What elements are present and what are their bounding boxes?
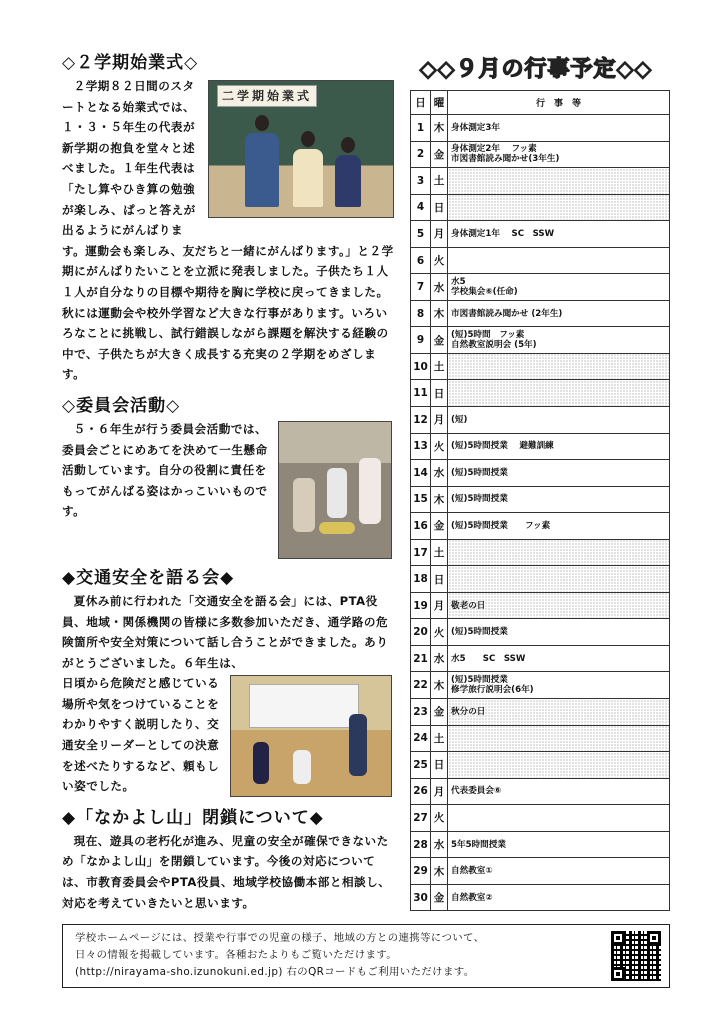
calendar-day: 9: [411, 327, 431, 354]
calendar-event: [448, 168, 670, 195]
calendar-day: 28: [411, 831, 431, 858]
calendar-day: 27: [411, 805, 431, 832]
calendar-row: [411, 699, 670, 726]
calendar-event: 身体測定1年 SC SSW: [448, 221, 670, 248]
calendar-event: (短)5時間授業 フッ素: [448, 513, 670, 540]
event-calendar: [410, 90, 670, 911]
calendar-row: [411, 327, 670, 354]
calendar-row: [411, 460, 670, 487]
calendar-row: [411, 353, 670, 380]
calendar-event: (短): [448, 407, 670, 434]
photo-board-sign: 二学期始業式: [217, 85, 317, 107]
calendar-day: 22: [411, 672, 431, 699]
calendar-event: 身体測定2年 フッ素 市図書館読み聞かせ(3年生): [448, 141, 670, 168]
calendar-weekday: 金: [431, 513, 448, 540]
calendar-event: 自然教室②: [448, 884, 670, 911]
traffic-meeting-photo: [230, 675, 392, 797]
calendar-event: [448, 725, 670, 752]
calendar-event: [448, 805, 670, 832]
calendar-event: 市図書館読み聞かせ (2年生): [448, 300, 670, 327]
calendar-weekday: 金: [431, 141, 448, 168]
calendar-weekday: 金: [431, 327, 448, 354]
calendar-day: 15: [411, 486, 431, 513]
calendar-event: 自然教室①: [448, 858, 670, 885]
calendar-row: [411, 539, 670, 566]
calendar-day: 23: [411, 699, 431, 726]
calendar-row: [411, 274, 670, 301]
calendar-day: 5: [411, 221, 431, 248]
calendar-day: 2: [411, 141, 431, 168]
traffic-text-b: 日頃から危険だと感じている場所や気をつけていることをわかりやすく説明したり、交通安全リーダーとしての決意を述べたりするなど、頼もしい姿でした。: [62, 676, 220, 794]
calendar-event: [448, 539, 670, 566]
news-column: [62, 50, 398, 913]
calendar-row: [411, 486, 670, 513]
calendar-row: [411, 592, 670, 619]
calendar-row: [411, 115, 670, 142]
calendar-row: [411, 725, 670, 752]
calendar-day: 21: [411, 645, 431, 672]
closure-title: ◆「なかよし山」閉鎖について◆: [62, 807, 324, 828]
calendar-row: [411, 247, 670, 274]
calendar-event: (短)5時間授業 避難訓練: [448, 433, 670, 460]
calendar-weekday: 月: [431, 592, 448, 619]
opening-ceremony-photo: [208, 80, 394, 218]
calendar-event: 水5 SC SSW: [448, 645, 670, 672]
header-events: 行 事 等: [448, 91, 670, 115]
committee-title: ◇委員会活動◇: [62, 395, 181, 416]
traffic-title: ◆交通安全を語る会◆: [62, 567, 235, 588]
calendar-row: [411, 141, 670, 168]
calendar-event: [448, 566, 670, 593]
calendar-row: [411, 168, 670, 195]
calendar-weekday: 日: [431, 752, 448, 779]
calendar-weekday: 木: [431, 300, 448, 327]
calendar-row: [411, 672, 670, 699]
calendar-weekday: 金: [431, 699, 448, 726]
calendar-row: [411, 221, 670, 248]
calendar-weekday: 火: [431, 433, 448, 460]
opening-title: ◇２学期始業式◇: [62, 53, 199, 73]
calendar-event: (短)5時間授業: [448, 619, 670, 646]
calendar-row: [411, 380, 670, 407]
calendar-day: 8: [411, 300, 431, 327]
calendar-row: [411, 884, 670, 911]
calendar-event: [448, 194, 670, 221]
calendar-day: 1: [411, 115, 431, 142]
calendar-day: 26: [411, 778, 431, 805]
calendar-weekday: 金: [431, 884, 448, 911]
calendar-weekday: 月: [431, 407, 448, 434]
calendar-row: [411, 805, 670, 832]
calendar-day: 13: [411, 433, 431, 460]
calendar-weekday: 月: [431, 778, 448, 805]
calendar-weekday: 火: [431, 619, 448, 646]
committee-text: ５・６年生が行う委員会活動では、委員会ごとにめあてを決めて一生懸命活動しています。自分の役割に責任をもってがんばる姿はかっこいいものです。: [62, 421, 268, 519]
calendar-event: (短)5時間 フッ素 自然教室説明会 (5年): [448, 327, 670, 354]
calendar-row: [411, 566, 670, 593]
footer-line-3: (http://nirayama-sho.izunokuni.ed.jp) 右のQRコードもご利用いただけます。: [75, 966, 475, 978]
header-day: 日: [411, 91, 431, 115]
calendar-weekday: 土: [431, 725, 448, 752]
calendar-event: (短)5時間授業 修学旅行説明会(6年): [448, 672, 670, 699]
calendar-event: 水5 学校集会⑥(任命): [448, 274, 670, 301]
calendar-event: 敬老の日: [448, 592, 670, 619]
calendar-day: 7: [411, 274, 431, 301]
calendar-day: 11: [411, 380, 431, 407]
footer-line-1: 学校ホームページには、授業や行事での児童の様子、地域の方との連携等について、: [75, 932, 485, 944]
traffic-section: [62, 591, 398, 797]
calendar-weekday: 土: [431, 353, 448, 380]
calendar-event: 代表委員会⑥: [448, 778, 670, 805]
calendar-event: [448, 380, 670, 407]
calendar-row: [411, 752, 670, 779]
calendar-weekday: 木: [431, 858, 448, 885]
calendar-day: 30: [411, 884, 431, 911]
footer-notice: [62, 924, 670, 988]
calendar-event: [448, 247, 670, 274]
calendar-event: 身体測定3年: [448, 115, 670, 142]
calendar-day: 3: [411, 168, 431, 195]
calendar-row: [411, 645, 670, 672]
calendar-weekday: 木: [431, 486, 448, 513]
calendar-row: [411, 778, 670, 805]
calendar-day: 17: [411, 539, 431, 566]
calendar-row: [411, 194, 670, 221]
calendar-weekday: 日: [431, 194, 448, 221]
opening-text: ２学期８２日間のスタートとなる始業式では、１・３・５年生の代表が新学期の抱負を堂々と述べました。１年生代表は「たし算やひき算の勉強が楽しみ、ぱっと答えが出るようにがんばります。運動会も楽しみ、友だちと一緒にがんばります。」と２学期にがんばりたいことを立派に発表しました。子供たち１人１人が自分なりの目標や期待を胸に学校に戻ってきました。秋には運動会や校外学習など大きな行事があります。いろいろなことに挑戦し、試行錯誤しながら課題を解決する経験の中で、子供たちが大きく成長する充実の２学期をめざします。: [62, 79, 394, 382]
calendar-day: 25: [411, 752, 431, 779]
calendar-weekday: 日: [431, 380, 448, 407]
calendar-row: [411, 619, 670, 646]
calendar-weekday: 水: [431, 274, 448, 301]
calendar-day: 10: [411, 353, 431, 380]
footer-line-2: 日々の情報を掲載しています。各種おたよりもご覧いただけます。: [75, 949, 398, 961]
calendar-day: 6: [411, 247, 431, 274]
committee-activity-photo: [278, 421, 392, 559]
calendar-event: 秋分の日: [448, 699, 670, 726]
calendar-row: [411, 858, 670, 885]
calendar-day: 24: [411, 725, 431, 752]
calendar-weekday: 水: [431, 645, 448, 672]
calendar-row: [411, 407, 670, 434]
calendar-event: (短)5時間授業: [448, 460, 670, 487]
qr-code-icon[interactable]: [611, 931, 661, 981]
closure-section: [62, 831, 398, 913]
calendar-event: (短)5時間授業: [448, 486, 670, 513]
calendar-event: [448, 752, 670, 779]
calendar-day: 19: [411, 592, 431, 619]
calendar-day: 29: [411, 858, 431, 885]
calendar-weekday: 水: [431, 460, 448, 487]
calendar-row: [411, 831, 670, 858]
calendar-event: [448, 353, 670, 380]
calendar-weekday: 月: [431, 221, 448, 248]
calendar-day: 14: [411, 460, 431, 487]
closure-text: 現在、遊具の老朽化が進み、児童の安全が確保できないため「なかよし山」を閉鎖しています。今後の対応については、市教育委員会やPTA役員、地域学校協働本部と相談し、対応を考えていきたいと思います。: [62, 833, 391, 910]
calendar-event: 5年5時間授業: [448, 831, 670, 858]
calendar-day: 16: [411, 513, 431, 540]
calendar-title: ◇◇９月の行事予定◇◇: [419, 57, 653, 82]
calendar-weekday: 土: [431, 168, 448, 195]
calendar-weekday: 水: [431, 831, 448, 858]
calendar-row: [411, 433, 670, 460]
calendar-weekday: 土: [431, 539, 448, 566]
calendar-weekday: 火: [431, 247, 448, 274]
traffic-text-a: 夏休み前に行われた「交通安全を語る会」には、PTA役員、地域・関係機関の皆様に多数参加いただき、通学路の危険箇所や安全対策について話し合うことができました。ありがとうございました。６年生は、: [62, 593, 389, 670]
calendar-weekday: 日: [431, 566, 448, 593]
calendar-row: [411, 513, 670, 540]
calendar-weekday: 火: [431, 805, 448, 832]
header-weekday: 曜: [431, 91, 448, 115]
calendar-row: [411, 300, 670, 327]
opening-section: [62, 76, 398, 385]
calendar-day: 20: [411, 619, 431, 646]
committee-section: [62, 419, 398, 522]
calendar-day: 18: [411, 566, 431, 593]
calendar-day: 4: [411, 194, 431, 221]
calendar-day: 12: [411, 407, 431, 434]
calendar-weekday: 木: [431, 115, 448, 142]
calendar-weekday: 木: [431, 672, 448, 699]
